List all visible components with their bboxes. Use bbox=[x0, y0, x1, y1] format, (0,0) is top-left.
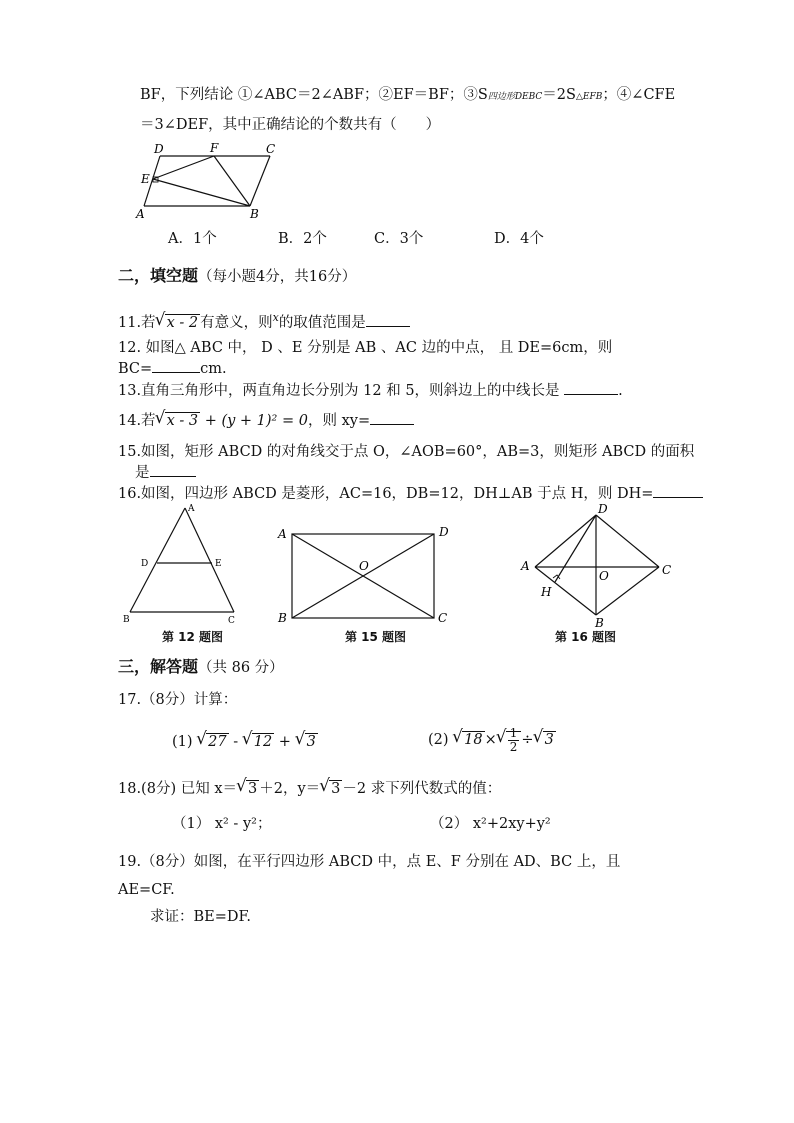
fig16-label-b: B bbox=[595, 616, 604, 630]
q13: 13.直角三角形中，两直角边长分别为 12 和 5，则斜边上的中线长是 . bbox=[118, 380, 623, 401]
fig16-label-c: C bbox=[662, 563, 672, 577]
q10-parallelogram-figure bbox=[130, 138, 290, 223]
fig16-caption: 第 16 题图 bbox=[555, 630, 617, 644]
fig16-rhombus bbox=[515, 500, 680, 632]
q10-line1: BF，下列结论 ①∠ABC＝2∠ABF；②EF＝BF；③S四边形DEBC＝2S△EFB；④∠CFE bbox=[140, 87, 676, 103]
q15-line1: 15.如图，矩形 ABCD 的对角线交于点 O，∠AOB=60°，AB=3，则矩形 ABCD 的面积 bbox=[118, 444, 695, 460]
fig15-caption: 第 15 题图 bbox=[345, 630, 407, 644]
section-2-note: （每小题4分，共16分） bbox=[198, 269, 357, 285]
q12-line2: BC= cm. bbox=[118, 358, 227, 379]
section-3-heading bbox=[118, 657, 284, 678]
fig15-label-b: B bbox=[278, 611, 287, 625]
q10-label-a: A bbox=[136, 207, 145, 221]
fig15-rectangle bbox=[272, 522, 462, 628]
fig15-label-o: O bbox=[359, 559, 369, 573]
q10-label-b: B bbox=[250, 207, 259, 221]
fig16-label-d: D bbox=[598, 502, 608, 516]
section-3-note: （共 86 分） bbox=[198, 660, 284, 676]
fig15-label-c: C bbox=[438, 611, 448, 625]
fig12-caption: 第 12 题图 bbox=[162, 630, 224, 644]
fig15-label-a: A bbox=[278, 527, 287, 541]
q18-part1: （1） x² - y²； bbox=[172, 816, 272, 832]
fig12-triangle bbox=[120, 500, 245, 630]
section-3-title: 三，解答题 bbox=[118, 657, 199, 676]
q10-option-b: B．2个 bbox=[278, 231, 327, 247]
q10-option-d: D．4个 bbox=[494, 231, 544, 247]
q17-part1: (1) √ 27 - √ 12 + √ 3 bbox=[172, 732, 318, 752]
fig16-label-h: H bbox=[541, 585, 552, 599]
fig12-label-a: A bbox=[188, 504, 195, 514]
fig12-label-c: C bbox=[228, 616, 235, 626]
fig16-label-a: A bbox=[521, 559, 530, 573]
q10-line2: ＝3∠DEF，其中正确结论的个数共有（ ） bbox=[140, 117, 441, 133]
q10-label-c: C bbox=[266, 142, 276, 156]
q18-heading: 18.(8分) 已知 x＝√ 3 ＋2，y＝√ 3 －2 求下列代数式的值： bbox=[118, 779, 501, 799]
q17-heading: 17.（8分）计算： bbox=[118, 692, 238, 708]
fig16-label-o: O bbox=[599, 569, 609, 583]
section-2-heading bbox=[118, 266, 356, 287]
fig15-label-d: D bbox=[439, 525, 449, 539]
q10-option-c: C．3个 bbox=[374, 231, 424, 247]
q10-label-d: D bbox=[154, 142, 164, 156]
q19-line3: 求证：BE=DF. bbox=[150, 909, 251, 925]
q16: 16.如图，四边形 ABCD 是菱形，AC=16，DB=12，DH⊥AB 于点 H，则 DH= bbox=[118, 483, 703, 504]
q18-part2: （2） x²+2xy+y² bbox=[430, 816, 551, 832]
q11: 11.若√ x - 2 有意义，则$^x$的取值范围是 bbox=[118, 308, 410, 333]
q15-line2: 是 bbox=[135, 462, 196, 483]
q17-part2: (2) √ 18 × √ $\frac{1}{2}$ ÷√ 3 bbox=[428, 722, 556, 758]
q10-label-f: F bbox=[210, 141, 219, 155]
fig12-label-d: D bbox=[141, 559, 149, 569]
q19-line2: AE=CF. bbox=[118, 882, 175, 898]
fig12-label-e: E bbox=[215, 559, 222, 569]
q19-line1: 19.（8分）如图，在平行四边形 ABCD 中，点 E、F 分别在 AD、BC 上，且 bbox=[118, 854, 621, 870]
section-2-title: 二，填空题 bbox=[118, 266, 199, 285]
fig12-label-b: B bbox=[123, 615, 130, 625]
q10-label-e: E bbox=[141, 172, 150, 186]
q14: 14.若√ x - 3 + (y + 1)² = 0，则 xy= bbox=[118, 410, 414, 431]
q12-line1: 12. 如图△ ABC 中， D 、E 分别是 AB 、AC 边的中点， 且 DE=6cm，则 bbox=[118, 340, 613, 356]
q10-option-a: A．1个 bbox=[168, 231, 217, 247]
